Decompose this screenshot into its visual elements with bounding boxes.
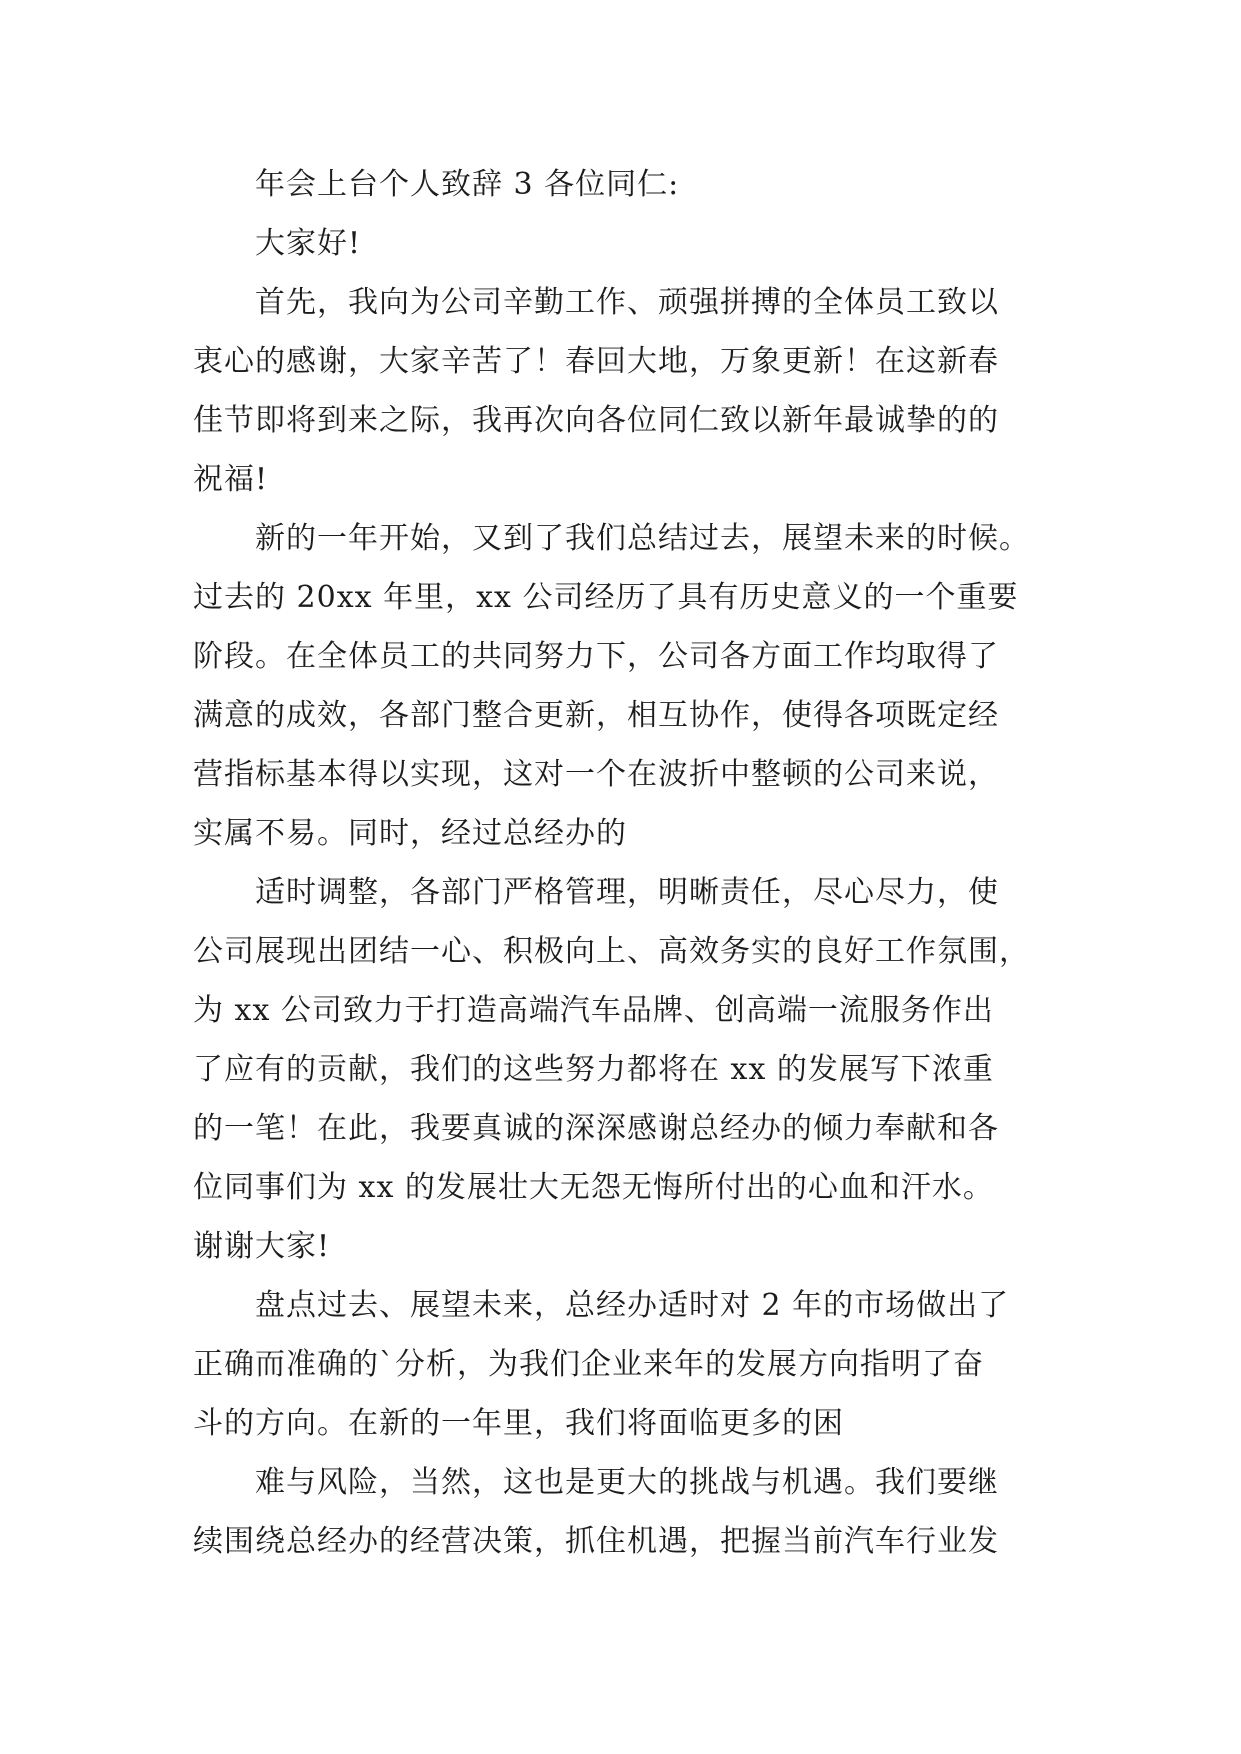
text-line: 谢谢大家! — [193, 1229, 331, 1264]
text-line: 了应有的贡献，我们的这些努力都将在 xx 的发展写下浓重 — [193, 1052, 994, 1087]
text-line: 续围绕总经办的经营决策，抓住机遇，把握当前汽车行业发 — [193, 1524, 999, 1559]
text-line: 难与风险，当然，这也是更大的挑战与机遇。我们要继 — [255, 1465, 999, 1500]
text-line: 佳节即将到来之际，我再次向各位同仁致以新年最诚挚的的 — [193, 403, 999, 438]
text-line: 公司展现出团结一心、积极向上、高效务实的良好工作氛围， — [193, 934, 1030, 969]
text-line: 实属不易。同时，经过总经办的 — [193, 816, 627, 851]
text-line: 新的一年开始，又到了我们总结过去，展望未来的时候。 — [255, 521, 1030, 556]
text-line: 首先，我向为公司辛勤工作、顽强拼搏的全体员工致以 — [255, 285, 999, 320]
document-body — [193, 155, 1065, 1571]
text-line: 正确而准确的`分析，为我们企业来年的发展方向指明了奋 — [193, 1347, 984, 1382]
text-line: 衷心的感谢，大家辛苦了！春回大地，万象更新！在这新春 — [193, 344, 999, 379]
text-line: 祝福! — [193, 462, 269, 497]
text-line: 年会上台个人致辞 3 各位同仁: — [255, 167, 680, 202]
text-line: 斗的方向。在新的一年里，我们将面临更多的困 — [193, 1406, 844, 1441]
text-line: 过去的 20xx 年里，xx 公司经历了具有历史意义的一个重要 — [193, 580, 1019, 615]
text-line: 位同事们为 xx 的发展壮大无怨无悔所付出的心血和汗水。 — [193, 1170, 994, 1205]
text-line: 为 xx 公司致力于打造高端汽车品牌、创高端一流服务作出 — [193, 993, 994, 1028]
text-line: 盘点过去、展望未来，总经办适时对 2 年的市场做出了 — [255, 1288, 1010, 1323]
text-line: 满意的成效，各部门整合更新，相互协作，使得各项既定经 — [193, 698, 999, 733]
text-line: 营指标基本得以实现，这对一个在波折中整顿的公司来说， — [193, 757, 999, 792]
text-line: 的一笔！在此，我要真诚的深深感谢总经办的倾力奉献和各 — [193, 1111, 999, 1146]
text-line: 适时调整，各部门严格管理，明晰责任，尽心尽力，使 — [255, 875, 999, 910]
text-line: 大家好! — [255, 226, 362, 261]
text-line: 阶段。在全体员工的共同努力下，公司各方面工作均取得了 — [193, 639, 999, 674]
